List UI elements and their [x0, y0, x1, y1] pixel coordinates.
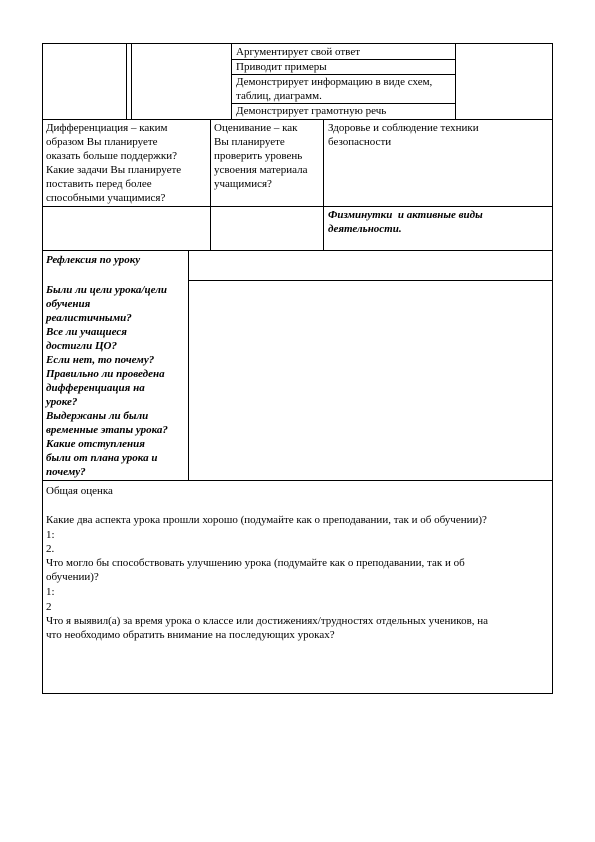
criterion-4: Демонстрирует грамотную речь: [236, 105, 387, 117]
criterion-3: Демонстрирует информацию в виде схем, таблиц, диаграмм.: [236, 76, 433, 102]
reflection-title: Рефлексия по уроку: [46, 254, 141, 266]
reflection-questions: Были ли цели урока/цели обучения реалистичными? Все ли учащиеся достигли ЦО? Если нет, то почему? Правильно ли проведена дифференциация на уроке? Выдержаны ли были временные этапы урока? Какие отступления были от плана урока и почему?: [46, 284, 168, 478]
overall-title: Общая оценка: [46, 485, 113, 497]
differentiation-header: Дифференциация – каким образом Вы планируете оказать больше поддержки? Какие задачи Вы планируете поставить перед более способными учащимися?: [46, 122, 182, 204]
criterion-2: Приводит примеры: [236, 61, 327, 73]
answer-good-2: 2.: [46, 543, 55, 555]
question-insights: Что я выявил(а) за время урока о классе или достижениях/трудностях отдельных учеников, на что необходимо обратить внимание на последующих уроках?: [46, 615, 489, 641]
question-improvement: Что могло бы способствовать улучшению урока (подумайте как о преподавании, так и об обучении)?: [46, 557, 465, 583]
answer-good-1: 1:: [46, 529, 55, 541]
answer-improve-2: 2: [46, 601, 52, 613]
question-good-aspects: Какие два аспекта урока прошли хорошо (подумайте как о преподавании, так и об обучении)?: [46, 514, 487, 526]
physical-activities-text: Физминутки и активные виды деятельности.: [328, 209, 483, 235]
criterion-1: Аргументирует свой ответ: [236, 46, 361, 58]
assessment-header: Оценивание – как Вы планируете проверить уровень усвоения материала учащимися?: [214, 122, 308, 190]
health-safety-header: Здоровье и соблюдение техники безопасности: [328, 122, 479, 148]
answer-improve-1: 1:: [46, 586, 55, 598]
